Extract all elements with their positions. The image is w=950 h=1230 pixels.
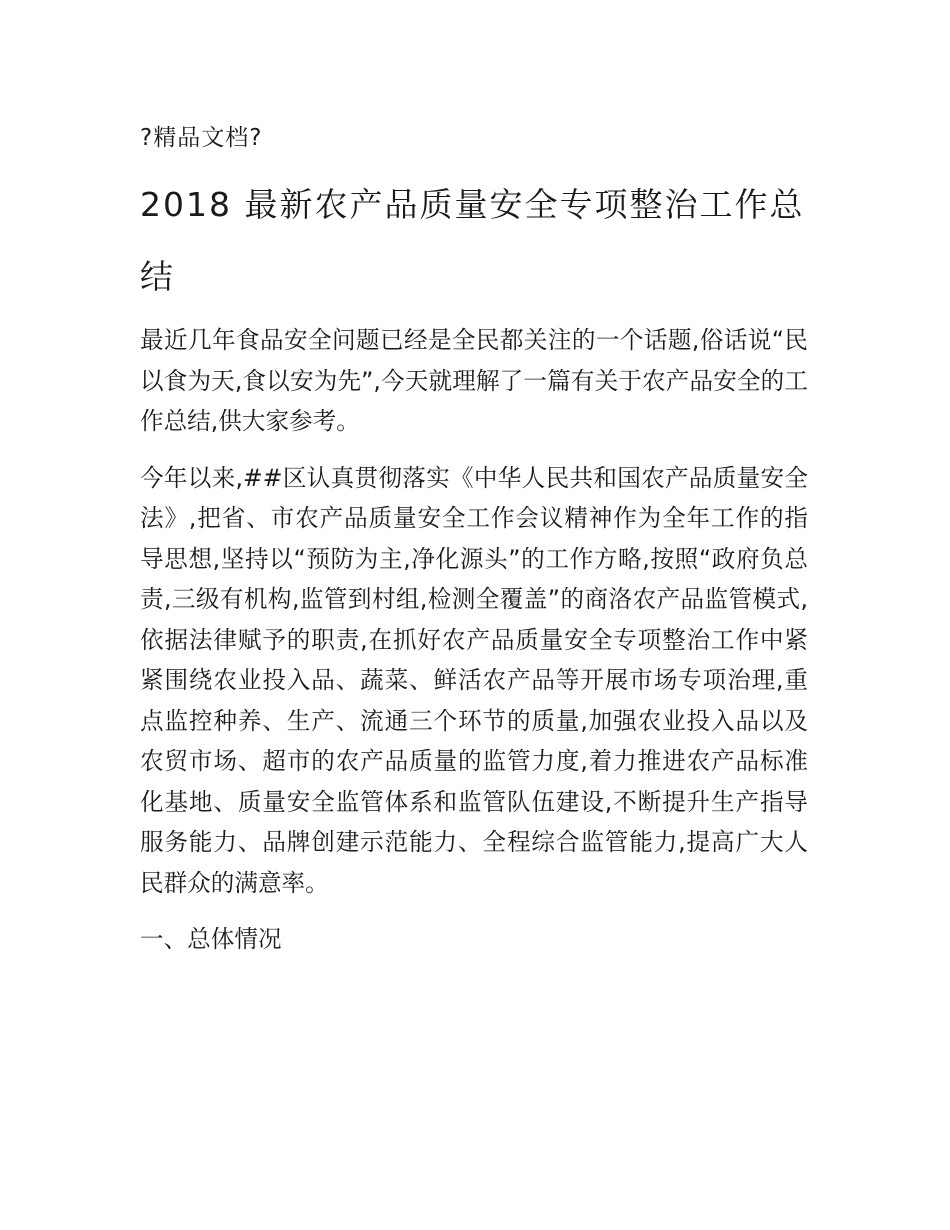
section-heading: 一、总体情况: [140, 925, 282, 953]
body-paragraph: 今年以来,##区认真贯彻落实《中华人民共和国农产品质量安全法》,把省、市农产品质量安全工作会议精神作为全年工作的指导思想,坚持以“预防为主,净化源头”的工作方略,按照“政府负总责,三级有机构,监管到村组,检测全覆盖”的商洛农产品监管模式,依据法律赋予的职责,在抓好农产品质量安全专项整治工作中紧紧围绕农业投入品、蔬菜、鲜活农产品等开展市场专项治理,重点监控种养、生产、流通三个环节的质量,加强农业投入品以及农贸市场、超市的农产品质量的监管力度,着力推进农产品标准化基地、质量安全监管体系和监管队伍建设,不断提升生产指导服务能力、品牌创建示范能力、全程综合监管能力,提高广大人民群众的满意率。: [140, 463, 808, 897]
intro-paragraph: 最近几年食品安全问题已经是全民都关注的一个话题,俗话说“民以食为天,食以安为先”,今天就理解了一篇有关于农产品安全的工作总结,供大家参考。: [140, 326, 808, 435]
header-tag: ?精品文档?: [140, 125, 263, 151]
document-title: 2018 最新农产品质量安全专项整治工作总: [140, 185, 805, 224]
document-title-continuation: 结: [140, 257, 173, 296]
document-page: [140, 120, 808, 959]
